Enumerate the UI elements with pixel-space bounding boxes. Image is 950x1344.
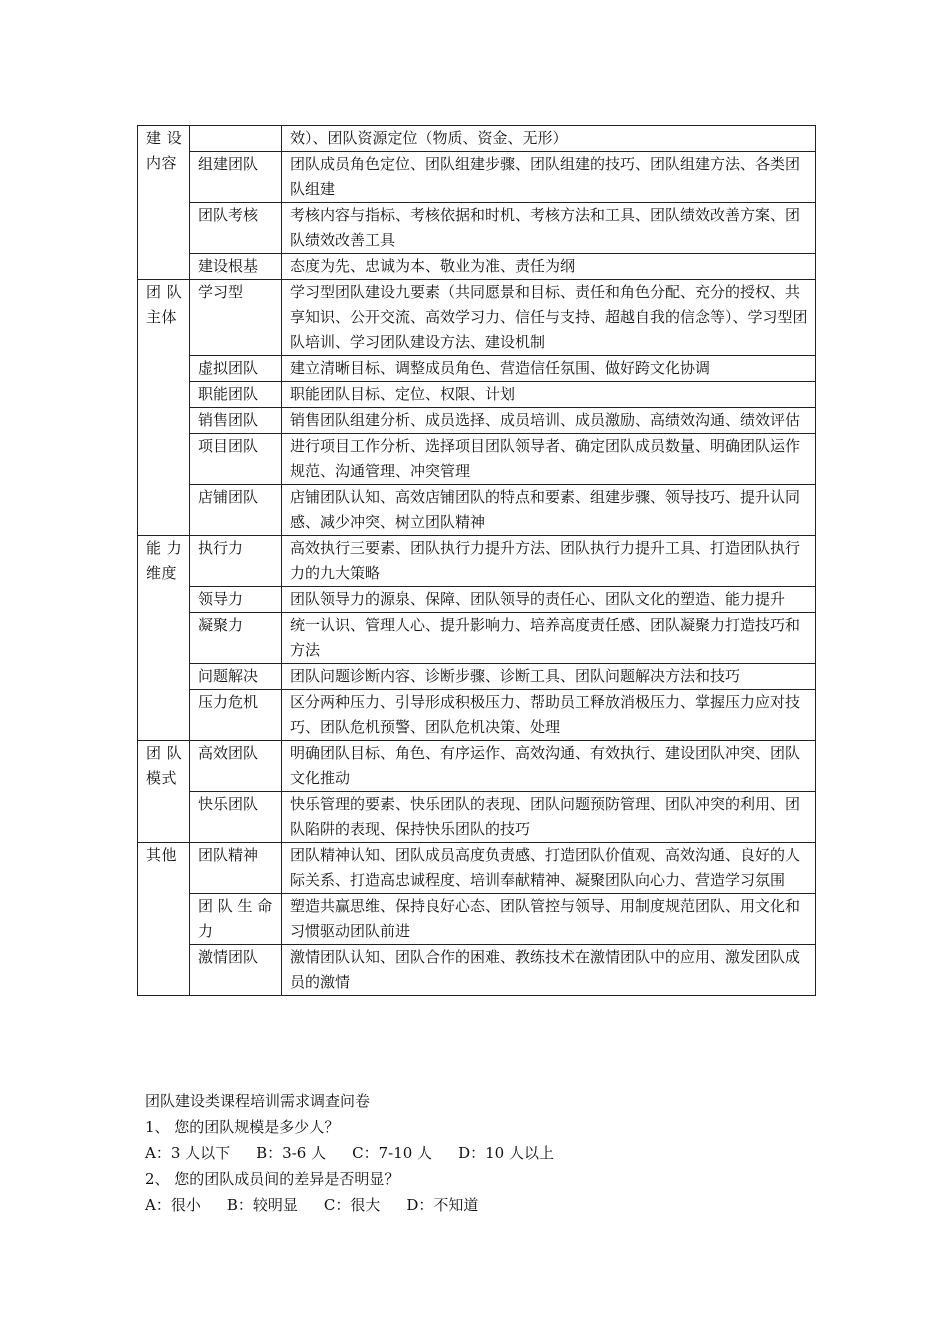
content-cell: 效）、团队资源定位（物质、资金、无形） [282, 126, 816, 152]
content-cell: 考核内容与指标、考核依据和时机、考核方法和工具、团队绩效改善方案、团队绩效改善工具 [282, 203, 816, 254]
topic-cell [190, 126, 282, 152]
question-text: 1、 您的团队规模是多少人？ [145, 1118, 340, 1136]
table-row [138, 126, 816, 152]
category-cell: 能 力 维度 [138, 536, 190, 741]
content-cell: 快乐管理的要素、快乐团队的表现、团队问题预防管理、团队冲突的利用、团队陷阱的表现、保持快乐团队的技巧 [282, 792, 816, 843]
content-cell: 团队问题诊断内容、诊断步骤、诊断工具、团队问题解决方法和技巧 [282, 664, 816, 690]
table-row [138, 203, 816, 254]
table-row [138, 843, 816, 894]
topic-cell: 凝聚力 [190, 613, 282, 664]
topic-cell: 学习型 [190, 280, 282, 356]
option-c: C：7-10 人 [352, 1144, 433, 1162]
table-row [138, 613, 816, 664]
table-row [138, 945, 816, 996]
content-cell: 学习型团队建设九要素（共同愿景和目标、责任和角色分配、充分的授权、共享知识、公开交流、高效学习力、信任与支持、超越自我的信念等）、学习型团队培训、学习团队建设方法、建设机制 [282, 280, 816, 356]
option-c: C：很大 [323, 1196, 381, 1214]
content-cell: 进行项目工作分析、选择项目团队领导者、确定团队成员数量、明确团队运作规范、沟通管理、冲突管理 [282, 434, 816, 485]
topic-cell: 团队精神 [190, 843, 282, 894]
topic-cell: 团 队 生 命力 [190, 894, 282, 945]
category-cell: 其他 [138, 843, 190, 996]
option-b: B：3-6 人 [256, 1144, 327, 1162]
content-cell: 团队成员角色定位、团队组建步骤、团队组建的技巧、团队组建方法、各类团队组建 [282, 152, 816, 203]
topic-cell: 项目团队 [190, 434, 282, 485]
table-row [138, 434, 816, 485]
option-d: D：不知道 [406, 1196, 479, 1214]
question-text: 2、 您的团队成员间的差异是否明显？ [145, 1170, 400, 1188]
content-cell: 团队领导力的源泉、保障、团队领导的责任心、团队文化的塑造、能力提升 [282, 587, 816, 613]
table-row [138, 741, 816, 792]
content-cell: 职能团队目标、定位、权限、计划 [282, 382, 816, 408]
topic-cell: 虚拟团队 [190, 356, 282, 382]
topic-cell: 组建团队 [190, 152, 282, 203]
category-cell: 团 队 主体 [138, 280, 190, 536]
survey-title: 团队建设类课程培训需求调查问卷 [145, 1092, 371, 1110]
topic-cell: 高效团队 [190, 741, 282, 792]
topic-cell: 职能团队 [190, 382, 282, 408]
content-cell: 塑造共赢思维、保持良好心态、团队管控与领导、用制度规范团队、用文化和习惯驱动团队前进 [282, 894, 816, 945]
category-cell: 团 队 模式 [138, 741, 190, 843]
content-cell: 建立清晰目标、调整成员角色、营造信任氛围、做好跨文化协调 [282, 356, 816, 382]
table-row [138, 280, 816, 356]
content-cell: 高效执行三要素、团队执行力提升方法、团队执行力提升工具、打造团队执行力的九大策略 [282, 536, 816, 587]
content-cell: 统一认识、管理人心、提升影响力、培养高度责任感、团队凝聚力打造技巧和方法 [282, 613, 816, 664]
content-cell: 明确团队目标、角色、有序运作、高效沟通、有效执行、建设团队冲突、团队文化推动 [282, 741, 816, 792]
table-row [138, 152, 816, 203]
table-row [138, 536, 816, 587]
topic-cell: 销售团队 [190, 408, 282, 434]
option-b: B：较明显 [226, 1196, 298, 1214]
topic-cell: 激情团队 [190, 945, 282, 996]
table-row [138, 664, 816, 690]
topic-cell: 快乐团队 [190, 792, 282, 843]
content-cell: 团队精神认知、团队成员高度负责感、打造团队价值观、高效沟通、良好的人际关系、打造高忠诚程度、培训奉献精神、凝聚团队向心力、营造学习氛围 [282, 843, 816, 894]
content-cell: 销售团队组建分析、成员选择、成员培训、成员激励、高绩效沟通、绩效评估 [282, 408, 816, 434]
content-cell: 激情团队认知、团队合作的困难、教练技术在激情团队中的应用、激发团队成员的激情 [282, 945, 816, 996]
table-row [138, 382, 816, 408]
topic-cell: 问题解决 [190, 664, 282, 690]
topic-cell: 压力危机 [190, 690, 282, 741]
table-row [138, 356, 816, 382]
table-row [138, 894, 816, 945]
topic-cell: 领导力 [190, 587, 282, 613]
course-content-table [137, 125, 816, 996]
table-row [138, 254, 816, 280]
option-a: A：3 人以下 [145, 1144, 231, 1162]
option-d: D：10 人以上 [458, 1144, 554, 1162]
answer-options [145, 1192, 554, 1218]
content-cell: 态度为先、忠诚为本、敬业为准、责任为纲 [282, 254, 816, 280]
table-row [138, 408, 816, 434]
topic-cell: 执行力 [190, 536, 282, 587]
topic-cell: 店铺团队 [190, 485, 282, 536]
topic-cell: 团队考核 [190, 203, 282, 254]
content-cell: 店铺团队认知、高效店铺团队的特点和要素、组建步骤、领导技巧、提升认同感、减少冲突、树立团队精神 [282, 485, 816, 536]
survey-section [145, 1088, 554, 1218]
table-row [138, 587, 816, 613]
answer-options [145, 1140, 554, 1166]
topic-cell: 建设根基 [190, 254, 282, 280]
option-a: A：很小 [145, 1196, 201, 1214]
content-cell: 区分两种压力、引导形成积极压力、帮助员工释放消极压力、掌握压力应对技巧、团队危机预警、团队危机决策、处理 [282, 690, 816, 741]
table-row [138, 485, 816, 536]
table-row [138, 792, 816, 843]
category-cell: 建 设 内容 [138, 126, 190, 280]
table-row [138, 690, 816, 741]
